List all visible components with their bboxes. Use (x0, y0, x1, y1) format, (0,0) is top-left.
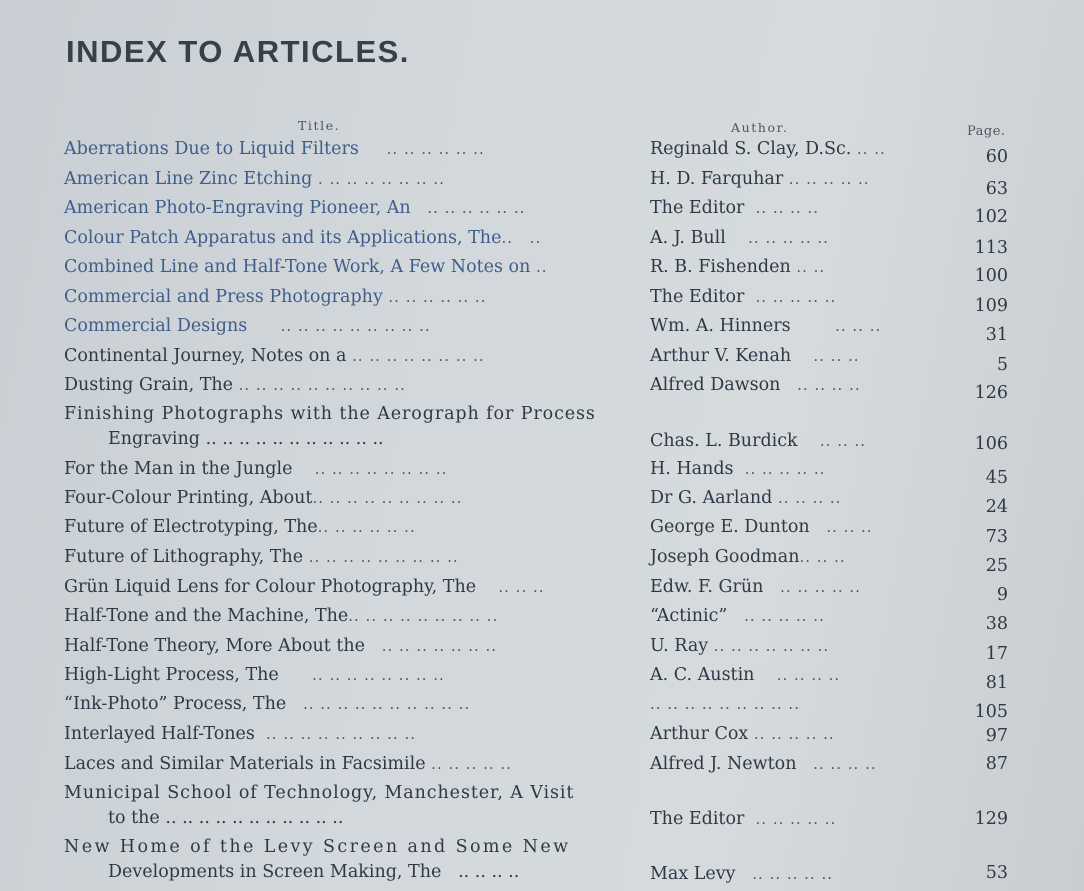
leader-dots: .. .. .. .. (458, 862, 520, 882)
entry-author: Arthur V. Kenah (650, 346, 792, 366)
entry-title: American Photo-Engraving Pioneer, An (64, 198, 411, 218)
entry-title: Aberrations Due to Liquid Filters (64, 139, 359, 159)
entry-author: Alfred Dawson (650, 375, 781, 395)
entry-author: Edw. F. Grün (650, 577, 764, 597)
leader-dots: .. .. .. .. .. .. (388, 288, 487, 306)
entry-author: Reginald S. Clay, D.Sc. (650, 139, 852, 159)
leader-dots: .. .. .. (799, 548, 846, 566)
entry-page: 97 (985, 726, 1008, 746)
column-header-title: Title. (298, 118, 341, 133)
entry-author: H. Hands (650, 459, 734, 479)
leader-dots: .. .. .. .. .. (755, 810, 837, 828)
index-entry: Colour Patch Apparatus and its Applications, The.. .. A. J. Bull .. .. .. .. .. 113 (64, 228, 1008, 258)
entry-title: Finishing Photographs with the Aerograph for Process (64, 404, 596, 424)
entry-page: 60 (985, 147, 1008, 167)
index-entry (0, 577, 1084, 607)
index-entry (0, 754, 1084, 784)
leader-dots: .. .. .. .. .. .. .. (713, 637, 830, 655)
entry-page: 129 (974, 809, 1008, 829)
leader-dots: .. .. .. .. .. (752, 865, 834, 883)
entry-author: A. J. Bull (650, 228, 726, 248)
leader-dots: .. .. .. (813, 347, 860, 365)
entry-title: Commercial Designs (64, 316, 248, 336)
entry-page: 100 (974, 266, 1008, 286)
entry-title-continued: Developments in Screen Making, The (108, 862, 442, 882)
leader-dots: .. .. .. .. .. (788, 170, 870, 188)
entry-page: 25 (985, 556, 1008, 576)
leader-dots: .. .. .. .. (777, 489, 842, 507)
leader-dots: .. (501, 229, 513, 247)
leader-dots: .. .. .. .. .. .. .. .. (352, 347, 485, 365)
entry-title: American Line Zinc Etching (64, 169, 313, 189)
leader-dots: .. .. .. .. (813, 755, 877, 773)
leader-dots: .. .. (856, 140, 886, 158)
index-entry (0, 606, 1084, 636)
index-entry (0, 404, 1084, 458)
entry-title: Commercial and Press Photography (64, 287, 383, 307)
index-entry (0, 488, 1084, 518)
entry-author: Chas. L. Burdick (650, 431, 798, 451)
index-entry (0, 346, 1084, 376)
entry-page: 17 (985, 644, 1008, 664)
leader-dots: .. .. .. .. .. .. .. (381, 637, 498, 655)
entry-page: 81 (985, 673, 1008, 693)
entry-title: Continental Journey, Notes on a (64, 346, 347, 366)
entry-page: 63 (985, 179, 1008, 199)
entry-title: Laces and Similar Materials in Facsimile (64, 754, 426, 774)
entry-author: Dr G. Aarland (650, 488, 773, 508)
entry-page: 106 (974, 434, 1008, 454)
leader-dots: .. .. .. .. .. .. .. .. .. (280, 317, 431, 335)
entry-title: Half-Tone Theory, More About the (64, 636, 366, 656)
column-header-page: Page. (967, 124, 1006, 139)
entry-page: 113 (974, 238, 1008, 258)
index-entry (0, 169, 1084, 199)
entry-page: 45 (985, 468, 1008, 488)
leader-dots: .. .. .. .. .. .. .. .. .. (650, 695, 800, 713)
leader-dots: .. .. .. .. .. .. (317, 518, 416, 536)
index-entry (0, 257, 1084, 287)
entry-title: Colour Patch Apparatus and its Applications, The (64, 228, 502, 248)
index-entry (0, 694, 1084, 724)
index-entry (0, 636, 1084, 666)
entry-author: “Actinic” (650, 606, 728, 626)
leader-dots: .. .. .. .. .. (753, 725, 835, 743)
leader-dots: .. .. .. .. .. .. .. .. .. (308, 548, 459, 566)
entry-title: Future of Electrotyping, The (64, 517, 318, 537)
leader-dots: .. .. .. .. .. .. .. .. (312, 666, 445, 684)
leader-dots: .. .. .. .. .. .. (427, 199, 526, 217)
index-entry (0, 375, 1084, 405)
leader-dots: .. .. .. .. .. (744, 607, 825, 625)
leader-dots: . .. .. .. .. .. .. .. (317, 170, 445, 188)
entry-page: 31 (985, 325, 1008, 345)
leader-dots: .. .. .. .. .. .. (386, 140, 485, 158)
entry-page: 87 (985, 754, 1008, 774)
entry-author: Alfred J. Newton (650, 754, 797, 774)
entry-author: A. C. Austin (650, 665, 755, 685)
leader-dots: .. .. .. .. .. .. .. .. .. (266, 725, 416, 743)
leader-dots: .. .. .. (826, 518, 873, 536)
leader-dots: .. .. .. .. .. .. .. .. .. .. .. (165, 808, 344, 828)
index-entry (0, 547, 1084, 577)
index-entry (0, 665, 1084, 695)
entry-page: 109 (974, 296, 1008, 316)
index-entry (0, 724, 1084, 754)
leader-dots: .. .. .. .. (755, 199, 819, 217)
entry-title: “Ink-Photo” Process, The (64, 694, 287, 714)
entry-title: Interlayed Half-Tones (64, 724, 255, 744)
leader-dots: .. .. .. .. .. .. .. .. .. .. .. (205, 429, 384, 449)
leader-dots: .. .. .. .. .. (780, 578, 861, 596)
entry-author: Arthur Cox (650, 724, 749, 744)
leader-dots: .. .. .. .. .. (744, 460, 826, 478)
leader-dots: .. (535, 258, 548, 276)
index-entry (0, 198, 1084, 228)
entry-author: Joseph Goodman (650, 547, 800, 567)
entry-page: 5 (996, 355, 1008, 375)
leader-dots: .. .. (796, 258, 826, 276)
leader-dots: .. .. .. (819, 432, 867, 450)
entry-page: 126 (974, 383, 1008, 403)
entry-page: 102 (974, 207, 1008, 227)
index-entry (0, 837, 1084, 891)
leader-dots: .. .. .. .. (776, 666, 841, 684)
entry-title: For the Man in the Jungle (64, 459, 293, 479)
leader-dots: .. .. .. .. .. (755, 288, 837, 306)
entry-title: Dusting Grain, The (64, 375, 234, 395)
leader-dots: .. .. .. .. .. (431, 755, 512, 773)
entry-page: 73 (985, 527, 1008, 547)
entry-author: The Editor (650, 198, 745, 218)
index-entry (0, 139, 1084, 169)
leader-dots: .. .. .. .. .. .. .. .. .. (312, 489, 463, 507)
entry-title: Future of Lithography, The (64, 547, 304, 567)
entry-author: Max Levy (650, 864, 736, 884)
entry-author: The Editor (650, 287, 745, 307)
entry-page: 53 (985, 863, 1008, 883)
index-entry (0, 783, 1084, 837)
entry-author: The Editor (650, 809, 745, 829)
leader-dots: .. .. .. .. .. .. .. .. .. .. (302, 695, 471, 713)
entry-page: 105 (974, 702, 1008, 722)
entry-author: R. B. Fishenden (650, 257, 791, 277)
entry-title: Half-Tone and the Machine, The (64, 606, 349, 626)
entry-page: 9 (996, 585, 1008, 605)
entry-author: H. D. Farquhar (650, 169, 784, 189)
leader-dots: .. .. .. .. .. (748, 229, 829, 247)
column-header-author: Author. (731, 120, 789, 135)
leader-dots: .. .. .. (498, 578, 545, 596)
entry-title-continued: Engraving (108, 429, 201, 449)
entry-author: Wm. A. Hinners (650, 316, 791, 336)
index-entry (0, 517, 1084, 547)
leader-dots: .. .. .. .. .. .. .. .. .. (348, 607, 499, 625)
page-title: INDEX TO ARTICLES. (66, 34, 410, 69)
entry-title: Municipal School of Technology, Manchester, A Visit (64, 783, 575, 803)
leader-dots: .. .. .. (835, 317, 882, 335)
entry-page: 24 (985, 497, 1008, 517)
leader-dots: .. .. .. .. .. .. .. .. .. .. (238, 376, 406, 394)
entry-title-continued: to the (108, 808, 160, 828)
index-entry (0, 459, 1084, 489)
entry-title: Combined Line and Half-Tone Work, A Few Notes on (64, 257, 531, 277)
entry-title: New Home of the Levy Screen and Some New (64, 837, 571, 857)
leader-dots: .. .. .. .. (797, 376, 861, 394)
entry-page: 38 (985, 614, 1008, 634)
leader-dots: .. .. .. .. .. .. .. .. (314, 460, 448, 478)
index-entry (0, 287, 1084, 317)
entry-author: U. Ray (650, 636, 709, 656)
entry-title: Four-Colour Printing, About (64, 488, 313, 508)
entry-author: George E. Dunton (650, 517, 810, 537)
entry-title: Grün Liquid Lens for Colour Photography, The (64, 577, 477, 597)
entry-title: High-Light Process, The (64, 665, 279, 685)
index-entry (0, 316, 1084, 346)
